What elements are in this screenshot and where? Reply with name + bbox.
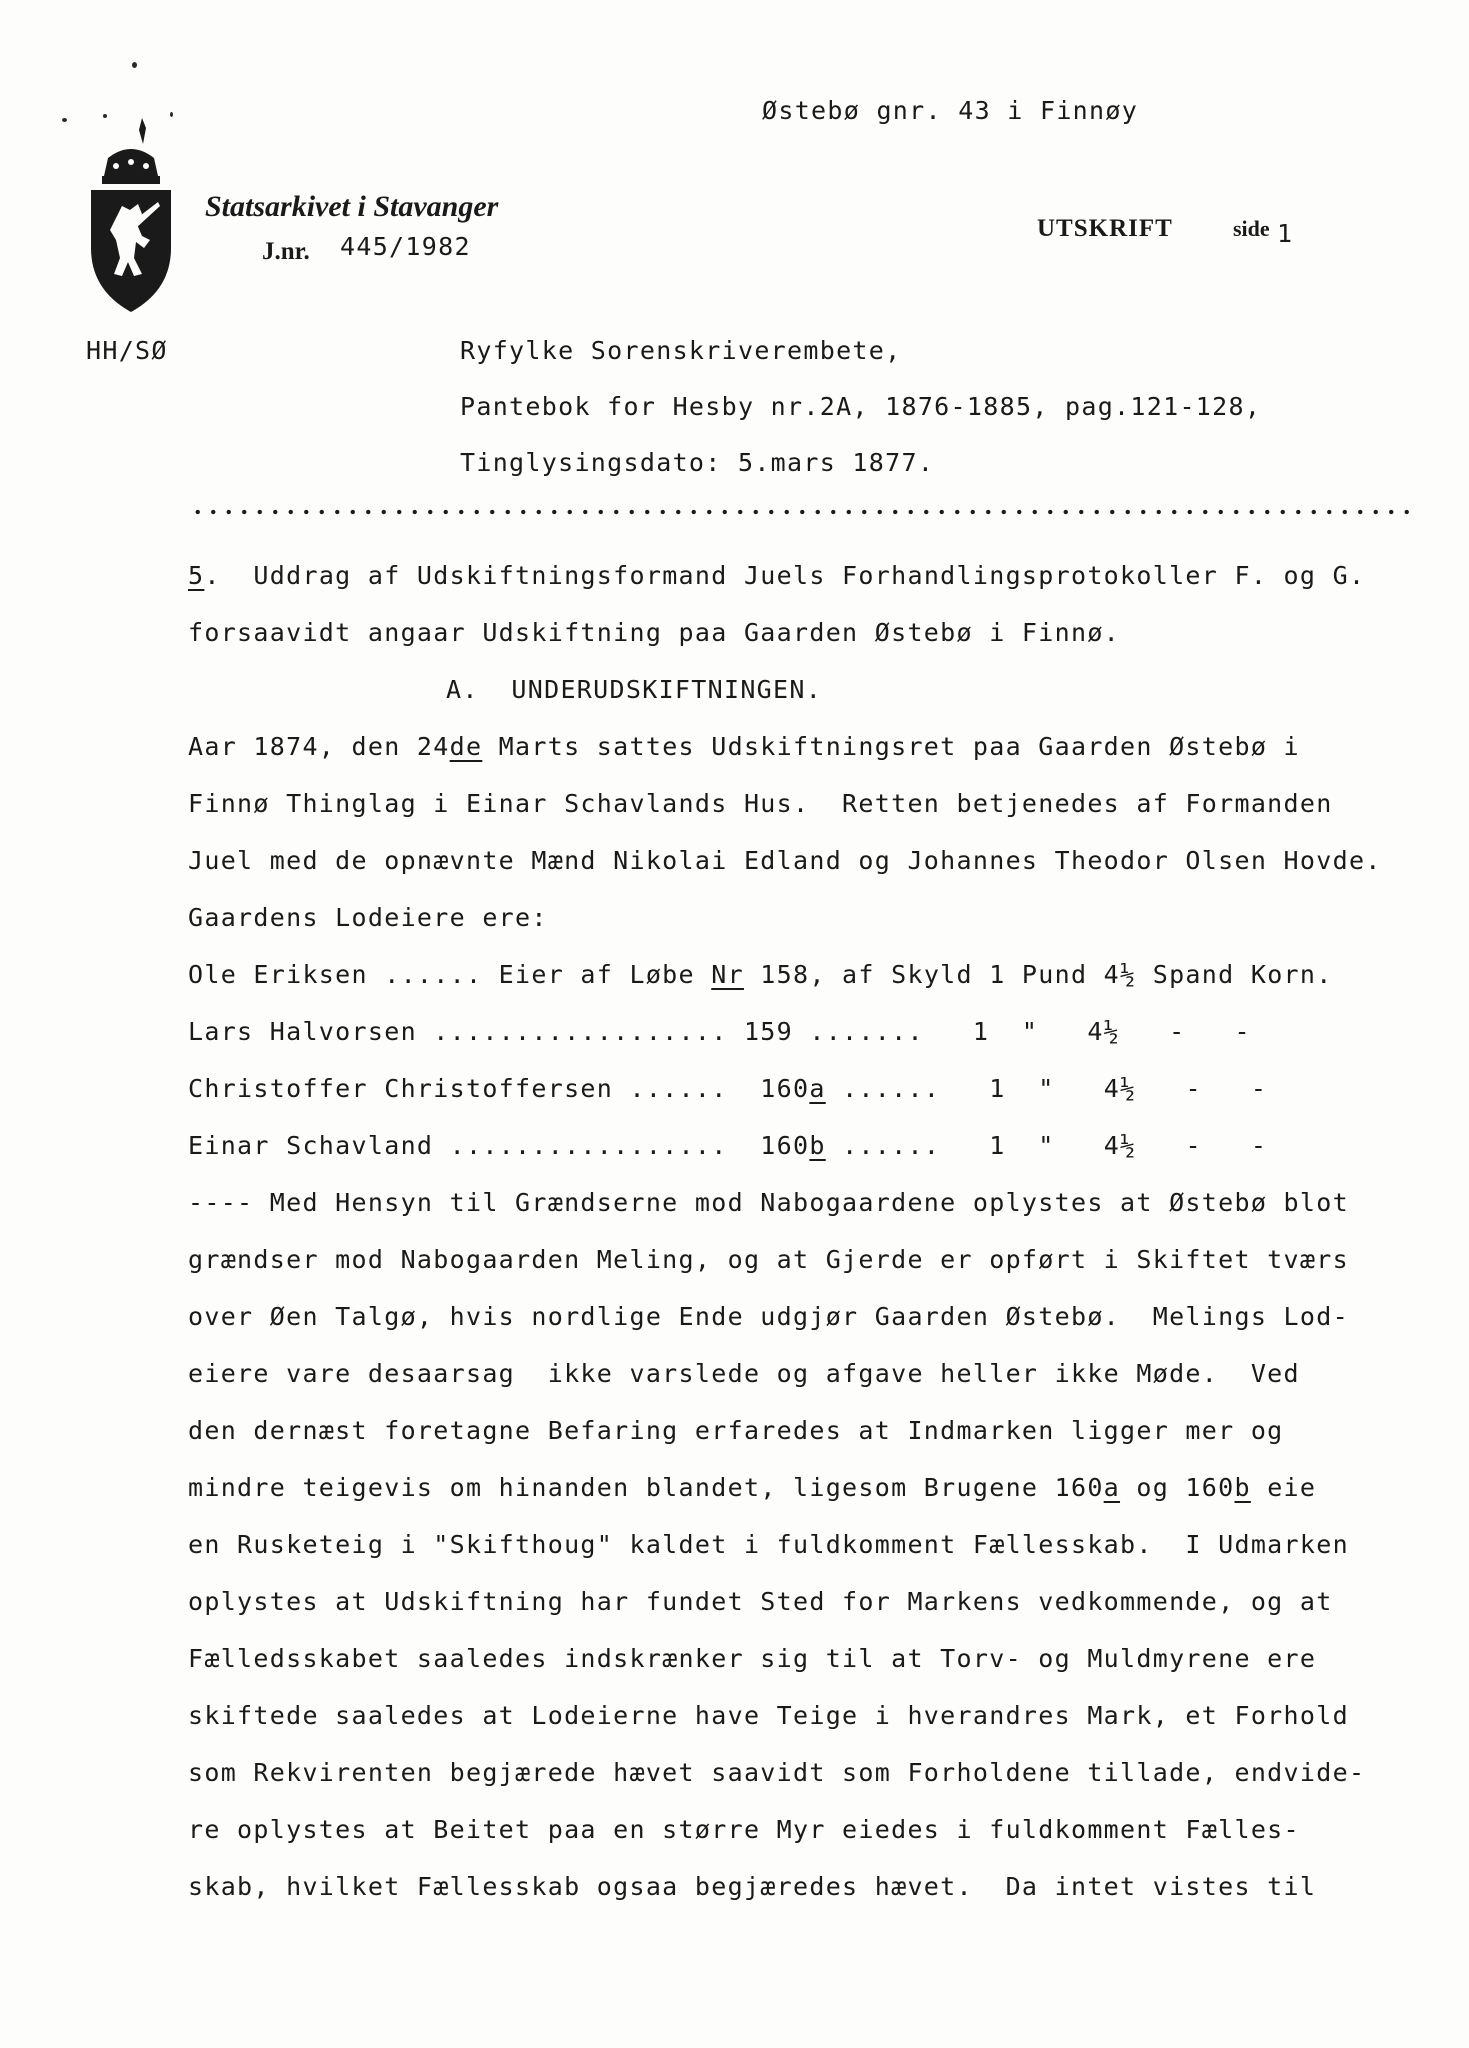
paragraph-line: Fælledsskabet saaledes indskrænker sig til at Torv- og Muldmyrene ere [188, 1644, 1317, 1673]
paragraph-line: grændser mod Nabogaarden Meling, og at Gjerde er opført i Skiftet tværs [188, 1245, 1349, 1274]
paragraph-line: skiftede saaledes at Lodeierne have Teige i hverandres Mark, et Forhold [188, 1701, 1349, 1730]
section-heading: A. UNDERUDSKIFTNINGEN. [446, 675, 823, 704]
paragraph-line: Gaardens Lodeiere ere: [188, 903, 548, 932]
intro-line-1: 5. Uddrag af Udskiftningsformand Juels Forhandlingsprotokoller F. og G. [188, 561, 1366, 590]
page-label: side [1233, 216, 1270, 241]
journal-number: 445/1982 [340, 232, 471, 261]
paragraph-line: som Rekvirenten begjærede hævet saavidt som Forholdene tillade, endvide- [188, 1758, 1366, 1787]
owner-row: Lars Halvorsen .................. 159 ....... 1 " 4½ - - [188, 1017, 1251, 1046]
source-office: Ryfylke Sorenskriverembete, [460, 336, 902, 365]
scan-mark [62, 118, 67, 122]
paragraph-line: re oplystes at Beitet paa en større Myr eiedes i fuldkomment Fælles- [188, 1815, 1300, 1844]
author-initials: HH/SØ [86, 336, 168, 365]
intro-line-2: forsaavidt angaar Udskiftning paa Gaarden Østebø i Finnø. [188, 618, 1121, 647]
property-reference: Østebø gnr. 43 i Finnøy [762, 96, 1139, 125]
paragraph-line: oplystes at Udskiftning har fundet Sted for Markens vedkommende, og at [188, 1587, 1333, 1616]
paragraph-line: Aar 1874, den 24de Marts sattes Udskiftningsret paa Gaarden Østebø i [188, 732, 1300, 761]
registration-date: Tinglysingsdato: 5.mars 1877. [460, 448, 935, 477]
paragraph-line: eiere vare desaarsag ikke varslede og afgave heller ikke Møde. Ved [188, 1359, 1300, 1388]
paragraph-line: skab, hvilket Fællesskab ogsaa begjæredes hævet. Da intet vistes til [188, 1872, 1317, 1901]
page-number: 1 [1277, 219, 1294, 248]
journal-number-label: J.nr. [262, 238, 310, 265]
dotted-separator [190, 505, 1410, 519]
owner-row: Ole Eriksen ...... Eier af Løbe Nr 158, af Skyld 1 Pund 4½ Spand Korn. [188, 960, 1333, 989]
paragraph-line: en Rusketeig i "Skifthoug" kaldet i fuldkomment Fællesskab. I Udmarken [188, 1530, 1349, 1559]
paragraph-line: den dernæst foretagne Befaring erfaredes at Indmarken ligger mer og [188, 1416, 1284, 1445]
owner-row: Christoffer Christoffersen ...... 160a ...... 1 " 4½ - - [188, 1074, 1268, 1103]
scan-mark [132, 62, 137, 68]
norwegian-coat-of-arms-logo [86, 118, 176, 314]
paragraph-line: Finnø Thinglag i Einar Schavlands Hus. Retten betjenedes af Formanden [188, 789, 1333, 818]
source-register: Pantebok for Hesby nr.2A, 1876-1885, pag.121-128, [460, 392, 1262, 421]
paragraph-line: over Øen Talgø, hvis nordlige Ende udgjør Gaarden Østebø. Melings Lod- [188, 1302, 1349, 1331]
scan-mark [170, 112, 173, 117]
paragraph-line: ---- Med Hensyn til Grændserne mod Nabogaardene oplystes at Østebø blot [188, 1188, 1349, 1217]
paragraph-line: mindre teigevis om hinanden blandet, ligesom Brugene 160a og 160b eie [188, 1473, 1317, 1502]
transcript-label: UTSKRIFT [1037, 215, 1173, 242]
paragraph-line: Juel med de opnævnte Mænd Nikolai Edland og Johannes Theodor Olsen Hovde. [188, 846, 1382, 875]
archive-name: Statsarkivet i Stavanger [205, 190, 499, 223]
owner-row: Einar Schavland ................. 160b ...... 1 " 4½ - - [188, 1131, 1268, 1160]
